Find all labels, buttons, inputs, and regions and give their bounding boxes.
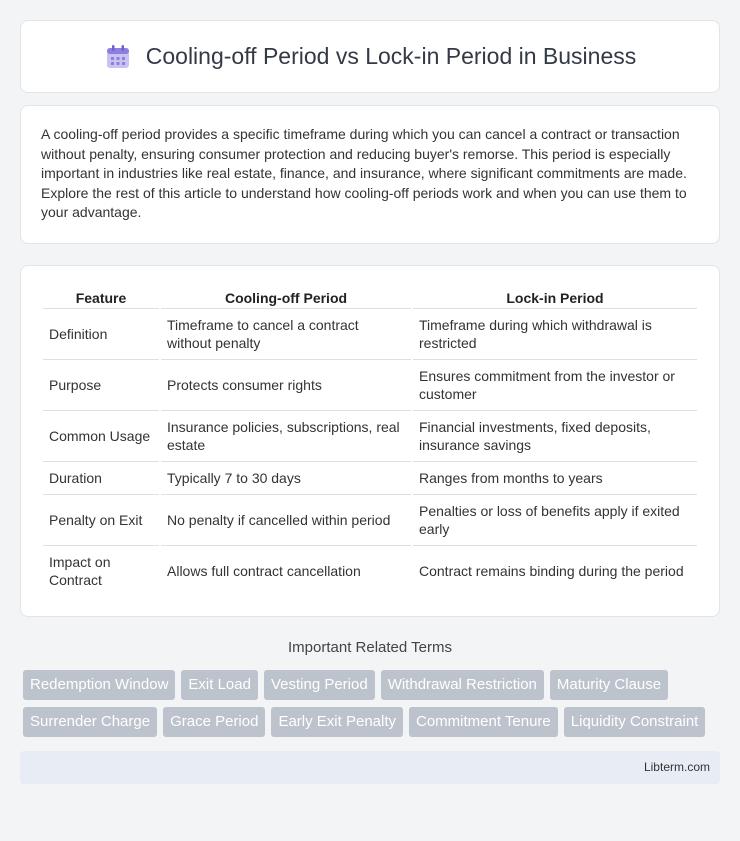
feature-cell: Duration [43, 462, 159, 495]
tag-vesting-period[interactable]: Vesting Period [264, 670, 375, 700]
table-header-row [43, 284, 697, 309]
column-header-lock-in: Lock-in Period [413, 284, 697, 309]
tag-withdrawal-restriction[interactable]: Withdrawal Restriction [381, 670, 544, 700]
tag-maturity-clause[interactable]: Maturity Clause [550, 670, 668, 700]
table-row [43, 360, 697, 411]
footer [20, 751, 720, 784]
cooling-off-cell: Typically 7 to 30 days [161, 462, 411, 495]
table-row [43, 462, 697, 495]
calendar-icon [104, 43, 132, 71]
cooling-off-cell: Allows full contract cancellation [167, 562, 361, 579]
column-header-cooling-off: Cooling-off Period [161, 284, 411, 309]
table-row [43, 495, 697, 546]
lock-in-cell: Penalties or loss of benefits apply if exited early [413, 495, 697, 546]
tag-redemption-window[interactable]: Redemption Window [23, 670, 175, 700]
intro-paragraph: A cooling-off period provides a specific timeframe during which you can cancel a contract or transaction without penalty, ensuring consumer protection and reducing buyer's remorse. This period is especially important in industries like real estate, finance, and insurance, where significant commitments are made. Explore the rest of this article to understand how cooling-off periods work and when you can use them to your advantage. [41, 126, 687, 221]
feature-cell: Common Usage [43, 411, 159, 462]
lock-in-cell: Contract remains binding during the period [419, 562, 684, 579]
page-title: Cooling-off Period vs Lock-in Period in Business [145, 43, 637, 69]
lock-in-cell: Financial investments, fixed deposits, insurance savings [413, 411, 697, 462]
table-row [43, 546, 697, 596]
feature-cell: Definition [43, 309, 159, 360]
tag-exit-load[interactable]: Exit Load [181, 670, 258, 700]
cooling-off-cell: No penalty if cancelled within period [161, 495, 411, 546]
feature-cell: Purpose [43, 360, 159, 411]
feature-cell: Impact on Contract [49, 553, 111, 588]
feature-cell: Penalty on Exit [43, 495, 159, 546]
column-header-feature: Feature [43, 284, 159, 309]
comparison-card [20, 265, 720, 617]
cooling-off-cell: Timeframe to cancel a contract without penalty [161, 309, 411, 360]
title-card [20, 20, 720, 93]
tag-liquidity-constraint[interactable]: Liquidity Constraint [564, 707, 706, 737]
table-row [43, 411, 697, 462]
intro-card [20, 105, 720, 244]
lock-in-cell: Ensures commitment from the investor or customer [413, 360, 697, 411]
tag-early-exit-penalty[interactable]: Early Exit Penalty [271, 707, 403, 737]
related-terms-heading: Important Related Terms [288, 638, 452, 656]
lock-in-cell: Timeframe during which withdrawal is restricted [413, 309, 697, 360]
footer-site-link[interactable]: Libterm.com [643, 760, 710, 775]
cooling-off-cell: Protects consumer rights [161, 360, 411, 411]
comparison-table [41, 284, 699, 596]
lock-in-cell: Ranges from months to years [413, 462, 697, 495]
table-row [43, 309, 697, 360]
tag-grace-period[interactable]: Grace Period [163, 707, 265, 737]
related-terms-list [20, 670, 720, 737]
cooling-off-cell: Insurance policies, subscriptions, real estate [161, 411, 411, 462]
tag-surrender-charge[interactable]: Surrender Charge [23, 707, 157, 737]
tag-commitment-tenure[interactable]: Commitment Tenure [409, 707, 558, 737]
